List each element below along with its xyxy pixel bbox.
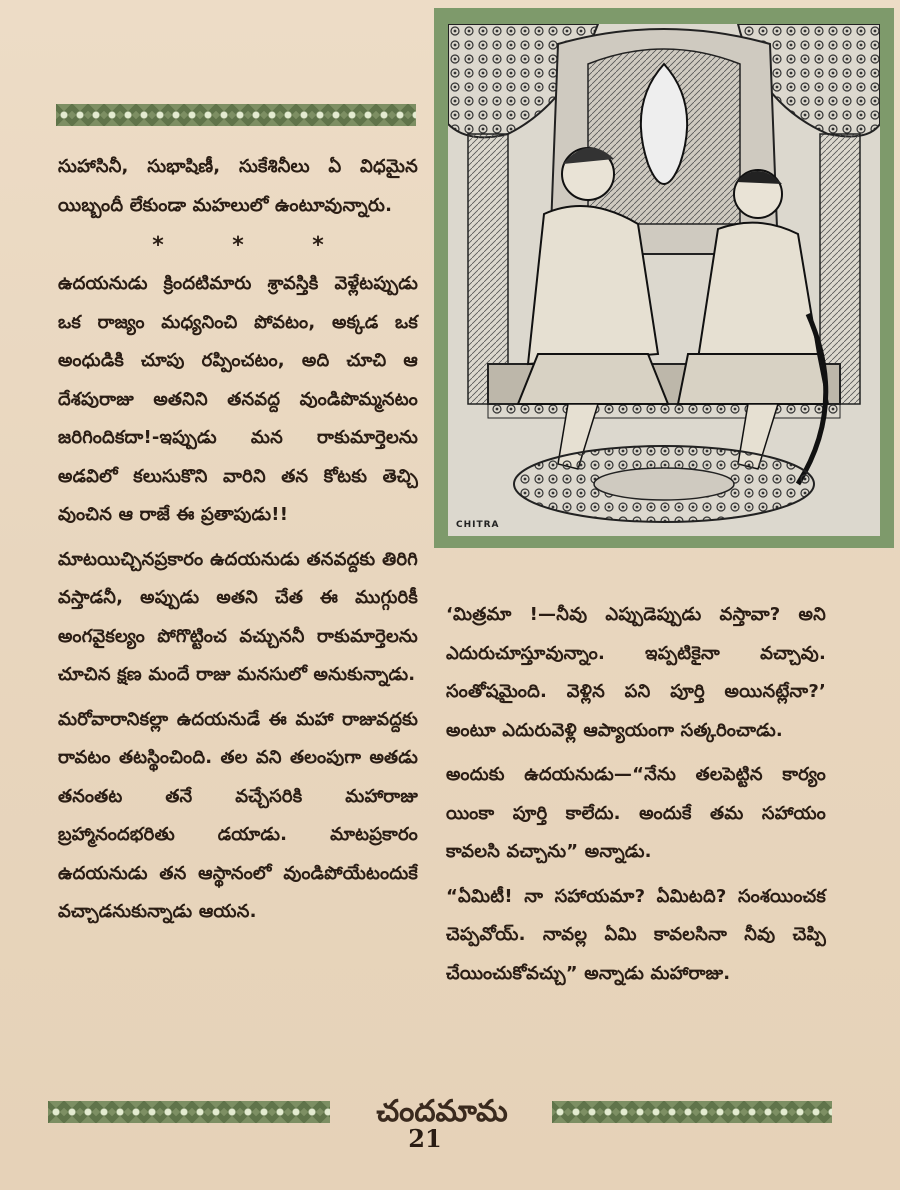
star-glyph: *	[232, 233, 244, 258]
two-men-seated-illustration	[448, 24, 880, 536]
paragraph: ఉదయనుడు క్రిందటిమారు శ్రావస్తికి వెళ్లేటప్పుడు ఒక రాజ్యం మధ్యనించి పోవటం, అక్కడ ఒక అంధుడికి చూపు రప్పించటం, అది చూచి ఆ దేశపురాజు అతనిని తనవద్ద వుండిపొమ్మనటం జరిగిందికదా!-ఇప్పుడు మన రాకుమార్తెలను అడవిలో కలుసుకొని వారిని తన కోటకు తెచ్చి వుంచిన ఆ రాజే ఈ ప్రతాపుడు!!	[58, 273, 418, 525]
illustration-frame	[434, 8, 894, 548]
footer-decorative-border-left	[48, 1101, 330, 1123]
paragraph: సుహాసినీ, సుభాషిణీ, సుకేశినీలు ఏ విధమైన యిబ్బందీ లేకుండా మహలులో ఉంటూవున్నారు.	[58, 156, 418, 216]
star-glyph: *	[152, 233, 164, 258]
paragraph: మరోవారానికల్లా ఉదయనుడే ఈ మహా రాజువద్దకు రావటం తటస్థించింది. తల వని తలంపుగా అతడు తనంతట తనే వచ్చేసరికి మహారాజు బ్రహ్మానందభరితు డయాడు. మాటప్రకారం ఉదయనుడు తన ఆస్థానంలో వుండిపోయేటందుకే వచ్చాడనుకున్నాడు ఆయన.	[58, 708, 418, 922]
illustrator-credit: CHITRA	[456, 520, 500, 530]
paragraph: “ఏమిటీ! నా సహాయమా? ఏమిటది? సంశయించక చెప్పవోయ్. నావల్ల ఏమి కావలసినా నీవు చెప్పి చేయించుకోవచ్చు” అన్నాడు మహారాజు.	[446, 885, 826, 984]
section-separator	[118, 231, 358, 261]
star-glyph: *	[312, 233, 324, 258]
magazine-title: చందమామ	[376, 1094, 508, 1129]
right-text-column	[446, 596, 826, 999]
illustration	[448, 24, 880, 536]
top-decorative-border	[56, 104, 416, 126]
footer-decorative-border-right	[552, 1101, 832, 1123]
paragraph: ‘మిత్రమా !—నీవు ఎప్పుడెప్పుడు వస్తావా? అని ఎదురుచూస్తూవున్నాం. ఇప్పటికైనా వచ్చావు. సంతోషమైంది. వెళ్లిన పని పూర్తి అయినట్లేనా?’ అంటూ ఎదురువెళ్లి ఆప్యాయంగా సత్కరించాడు.	[446, 604, 826, 741]
left-text-column	[58, 148, 418, 938]
paragraph: అందుకు ఉదయనుడు—“నేను తలపెట్టిన కార్యం యింకా పూర్తి కాలేదు. అందుకే తమ సహాయం కావలసి వచ్చాను” అన్నాడు.	[446, 764, 826, 862]
page-number: 21	[408, 1124, 442, 1153]
paragraph: మాటయిచ్చినప్రకారం ఉదయనుడు తనవద్దకు తిరిగి వస్తాడనీ, అప్పుడు అతని చేత ఈ ముగ్గురికీ అంగవైకల్యం పోగొట్టించ వచ్చుననీ రాకుమార్తెలను చూచిన క్షణ మందే రాజు మనసులో అనుకున్నాడు.	[58, 548, 418, 685]
